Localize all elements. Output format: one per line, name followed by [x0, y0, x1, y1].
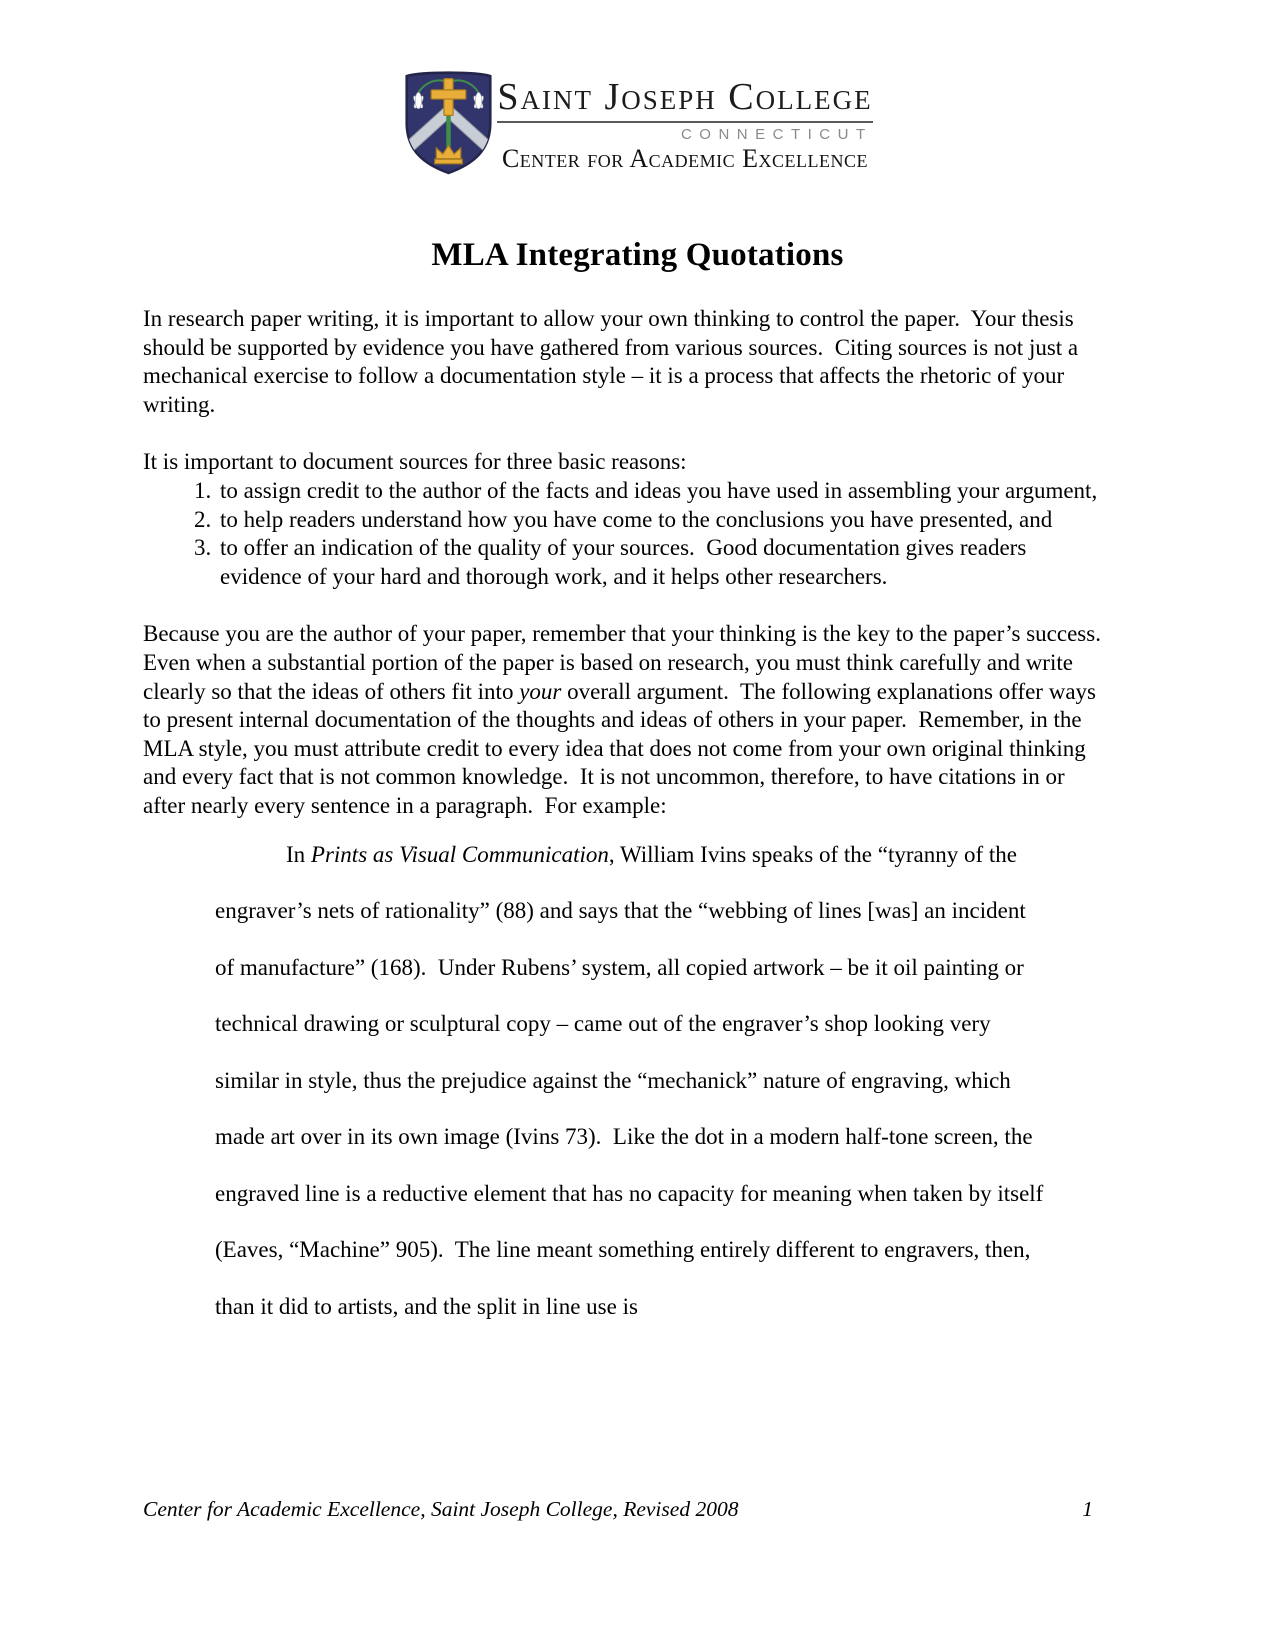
college-logo [402, 70, 872, 175]
reasons-list [143, 477, 1105, 591]
list-item: 3. to offer an indication of the quality of your sources. Good documentation gives readers evidence of your hard and thorough work, and it helps other researchers. [217, 534, 1105, 591]
quote-lead: In [286, 841, 311, 867]
because-text-2: overall argument. The following explanations offer ways to present internal documentation of the thoughts and ideas of others in your paper. Remember, in the MLA style, you must attribute credit to every idea that does not come from your own original thinking and every fact that is not common knowledge. It is not uncommon, therefore, to have citations in or after nearly every sentence in a paragraph. For example: [143, 678, 1102, 818]
crest-cross-horizontal [432, 90, 467, 99]
college-crest-icon [402, 70, 495, 175]
center-name: Center for Academic Excellence [501, 143, 869, 173]
logo-divider [497, 121, 872, 123]
because-paragraph [143, 620, 1113, 820]
document-body [143, 305, 1113, 1335]
quote-book-title: Prints as Visual Communication [310, 841, 609, 867]
page-footer [143, 1497, 1093, 1522]
intro-paragraph: In research paper writing, it is important to allow your own thinking to control the paper. Your thesis should be supported by evidence you have gathered from various sources. Citing sources is not just a mechanical exercise to follow a documentation style – it is a process that affects the rhetoric of your writing. [143, 306, 1084, 417]
page-title: MLA Integrating Quotations [431, 237, 844, 273]
page-number: 1 [1082, 1497, 1093, 1521]
because-text-1: Because you are the author of your paper, remember that your thinking is the key to the paper’s success. Even when a substantial portion of the paper is based on research, you must think carefully and write clearly so that the ideas of others fit into [143, 621, 1113, 704]
quote-rest: , William Ivins speaks of the “tyranny of the engraver’s nets of rationality” (88) and says that the “webbing of lines [was] an incident of manufacture” (168). Under Rubens’ system, all copied artwork – be it oil painting or technical drawing or sculptural copy – came out of the engraver’s shop looking very similar in style, thus the prejudice against the “mechanick” nature of engraving, which made art over in its own image (Ivins 73). Like the dot in a modern half-tone screen, the engraved line is a reductive element that has no capacity for meaning when taken by itself (Eaves, “Machine” 905). The line meant something entirely different to engravers, then, than it did to artists, and the split in line use is [215, 841, 1050, 1319]
logo-text-block [497, 70, 872, 174]
crest-crown-base [435, 159, 463, 164]
footer-credit: Center for Academic Excellence, Saint Joseph College, Revised 2008 [143, 1497, 739, 1521]
college-state: CONNECTICUT [680, 125, 873, 143]
reasons-intro-paragraph: It is important to document sources for three basic reasons: [143, 449, 687, 475]
college-name: Saint Joseph College [497, 76, 873, 118]
list-item: 1. to assign credit to the author of the facts and ideas you have used in assembling your argument, [217, 477, 1105, 506]
because-italic-your: your [519, 678, 562, 704]
list-item: 2. to help readers understand how you have come to the conclusions you have presented, and [217, 506, 1105, 535]
example-blockquote [215, 827, 1050, 1336]
